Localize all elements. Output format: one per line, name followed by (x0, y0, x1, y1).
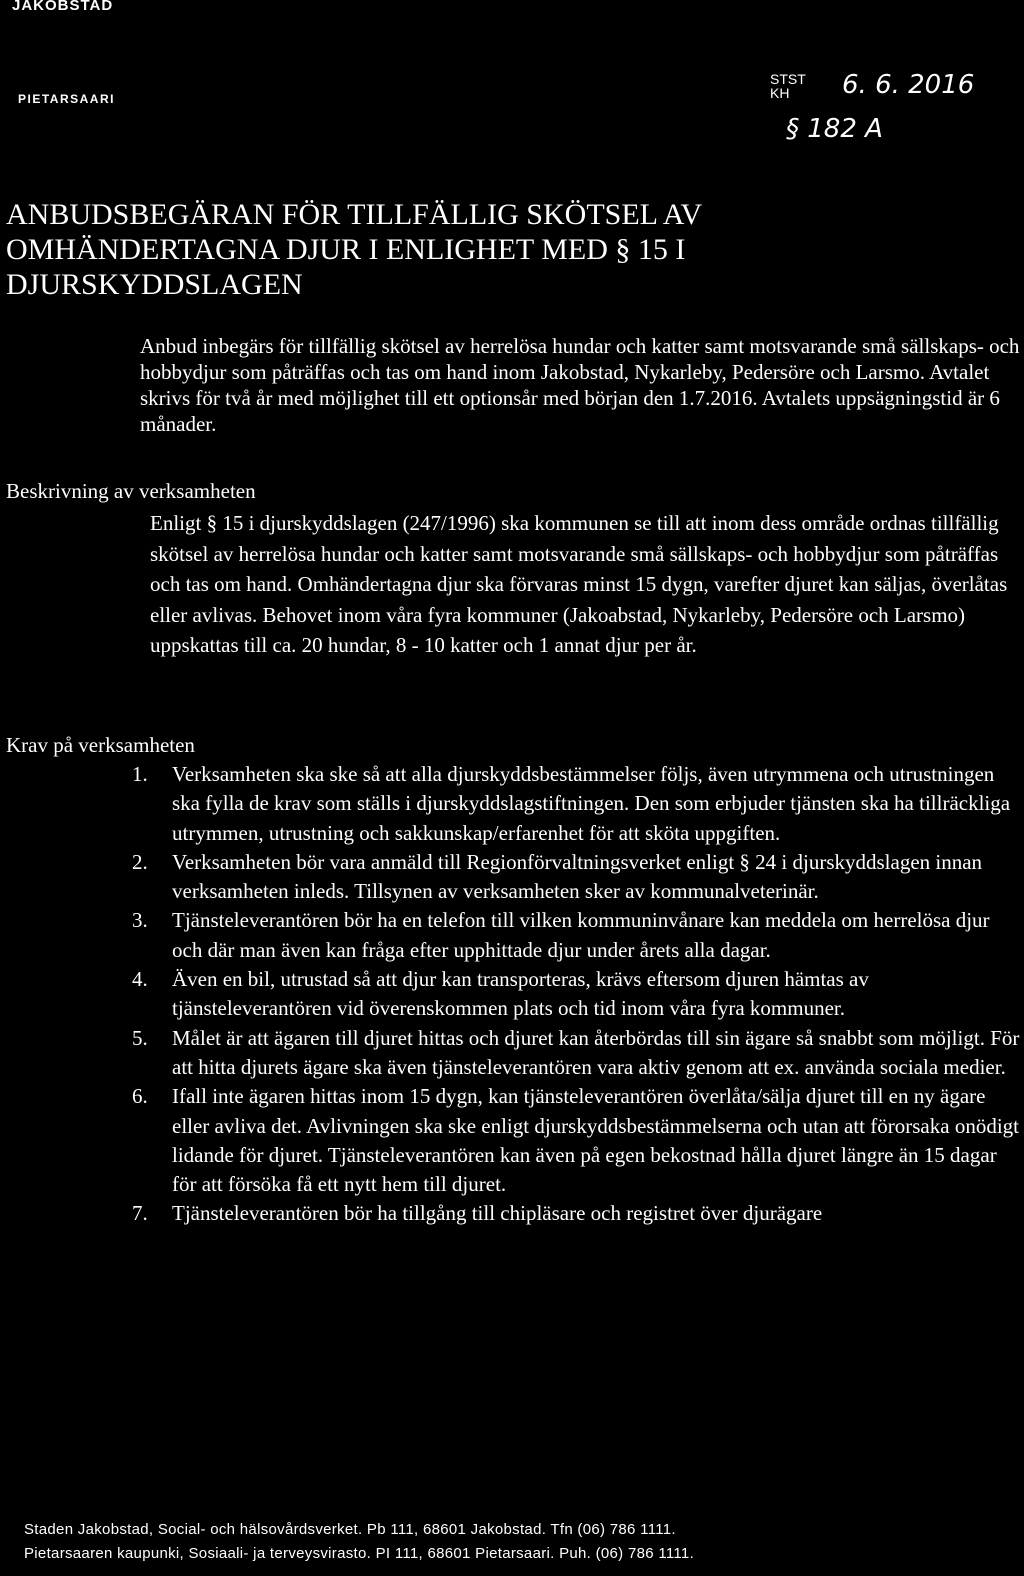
stamp-date: 6. 6. 2016 (842, 70, 975, 100)
item-number: 1. (132, 762, 148, 786)
item-text: Tjänsteleverantören bör ha en telefon till vilken kommuninvånare kan meddela om herrelösa djur och där man även kan fråga efter upphittade djur under årets alla dagar. (172, 908, 990, 962)
requirement-item (132, 965, 1024, 1024)
section-heading-description: Beskrivning av verksamheten (6, 479, 256, 503)
requirement-item (132, 1024, 1024, 1083)
registry-stamp (770, 70, 1010, 150)
requirement-item (132, 848, 1024, 907)
title-line: DJURSKYDDSLAGEN (6, 268, 303, 301)
requirements-list (132, 760, 1024, 1229)
item-text: Verksamheten ska ske så att alla djurskyddsbestämmelser följs, även utrymmena och utrustningen ska fylla de krav som ställs i djurskyddslagstiftningen. Den som erbjuder tjänsten ska ha tillräckliga utrymmen, utrustning och sakkunskap/erfarenhet för att sköta uppgiften. (172, 762, 1011, 845)
item-number: 4. (132, 967, 148, 992)
item-number: 2. (132, 849, 148, 874)
item-number: 3. (132, 908, 148, 933)
item-text: Tjänsteleverantören bör ha tillgång till chipläsare och registret över djurägare (172, 1201, 823, 1226)
footer-line-finnish: Pietarsaaren kaupunki, Sosiaali- ja terveysvirasto. PI 111, 68601 Pietarsaari. Puh. (06) 786 1111. (24, 1545, 695, 1562)
item-text: Verksamheten bör vara anmäld till Regionförvaltningsverket enligt § 24 i djurskyddslagen innan verksamheten inleds. Tillsynen av verksamheten sker av kommunalveterinär. (172, 849, 983, 904)
stamp-code (770, 72, 806, 100)
stamp-section: § 182 A (786, 114, 883, 144)
intro-paragraph: Anbud inbegärs för tillfällig skötsel av herrelösa hundar och katter samt motsvarande små sällskaps- och hobbydjur som påträffas och tas om hand inom Jakobstad, Nykarleby, Pedersöre och Larsmo. Avtalet skrivs för två år med möjlighet till ett optionsår med början den 1.7.2016. Avtalets uppsägningstid är 6 månader. (140, 334, 1020, 436)
description-paragraph: Enligt § 15 i djurskyddslagen (247/1996) ska kommunen se till att inom dess område ordnas tillfällig skötsel av herrelösa hundar och katter samt motsvarande små sällskaps- och hobbydjur som påträffas och tas om hand. Omhändertagna djur ska förvaras minst 15 dygn, varefter djuret kan säljas, överlåtas eller avlivas. Behovet inom våra fyra kommuner (Jakoabstad, Nykarleby, Pedersöre och Larsmo) uppskattas till ca. 20 hundar, 8 - 10 katter och 1 annat djur per år. (150, 511, 1008, 657)
city-name-swedish: JAKOBSTAD (12, 0, 114, 14)
stamp-code-line2: KH (770, 85, 790, 101)
document-title (6, 197, 906, 302)
item-number: 5. (132, 1025, 148, 1050)
footer-line-swedish: Staden Jakobstad, Social- och hälsovårdsverket. Pb 111, 68601 Jakobstad. Tfn (06) 786 1111. (24, 1521, 676, 1538)
item-number: 7. (132, 1201, 148, 1226)
stamp-code-line1: STST (770, 71, 806, 87)
item-number: 6. (132, 1084, 148, 1109)
requirement-item (132, 760, 1024, 848)
section-heading-requirements: Krav på verksamheten (6, 733, 195, 757)
requirement-item (132, 1082, 1024, 1199)
footer (24, 1518, 694, 1566)
requirement-item (132, 906, 1024, 965)
requirement-item (132, 1199, 1024, 1228)
item-text: Även en bil, utrustad så att djur kan transporteras, krävs eftersom djuren hämtas av tjänsteleverantören vid överenskommen plats och tid inom våra fyra kommuner. (172, 967, 869, 1021)
city-name-finnish: PIETARSAARI (18, 92, 115, 106)
item-text: Ifall inte ägaren hittas inom 15 dygn, kan tjänsteleverantören överlåta/sälja djuret till en ny ägare eller avliva det. Avlivningen ska ske enligt djurskyddsbestämmelserna och utan att förorsaka onödigt lidande för djuret. Tjänsteleverantören kan även på egen bekostnad hålla djuret längre än 15 dagar för att försöka få ett nytt hem till djuret. (172, 1084, 1019, 1197)
title-line: OMHÄNDERTAGNA DJUR I ENLIGHET MED § 15 I (6, 233, 686, 266)
title-line: ANBUDSBEGÄRAN FÖR TILLFÄLLIG SKÖTSEL AV (6, 198, 703, 231)
item-text: Målet är att ägaren till djuret hittas och djuret kan återbördas till sin ägare så snabbt som möjligt. För att hitta djurets ägare ska även tjänsteleverantören vara aktiv genom att ex. använda sociala medier. (172, 1025, 1020, 1079)
